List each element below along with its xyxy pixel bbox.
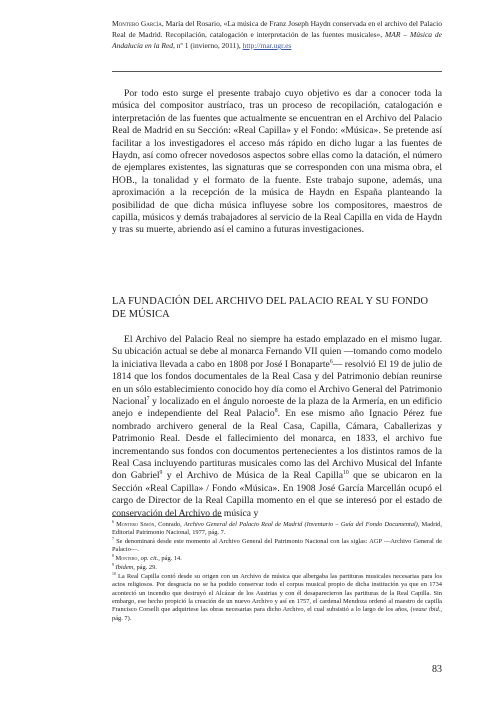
footnote-text: , pág. 7).: [112, 606, 442, 622]
footnote-8: [112, 555, 442, 563]
running-header: [112, 18, 442, 51]
footnote-number: 10: [112, 572, 116, 577]
header-issue: , nº 1 (invierno, 2011),: [173, 41, 243, 50]
footnote-ibidem: Ibidem: [115, 564, 134, 572]
footnote-author: Montero Simón: [116, 521, 155, 528]
footnote-rule: [112, 516, 222, 517]
header-rule: [112, 71, 442, 72]
section-heading: LA FUNDACIÓN DEL ARCHIVO DEL PALACIO REAL Y SU FONDO DE MÚSICA: [112, 296, 429, 320]
footnotes: [112, 521, 442, 624]
header-url-link[interactable]: http://mar.ugr.es: [242, 41, 292, 50]
para2-text-b: — resolvió El 19 de julio de 1814 que los fondos documentales de la Real Casa y del Patrimonio debían reunirse en un sólo establecimiento conocido hoy día como el Archivo General del Patrimonio Nacional: [112, 358, 443, 408]
para2-text-f: que se ubicaron en la Sección «Real Capilla» / Fondo «Música». En 1908 José García Marcellán ocupó el cargo de Director de la Real Capilla momento en el que se interesó por el estado de conservación del Archivo de música y: [112, 470, 443, 519]
para2-text-d: . En ese mismo año Ignacio Pérez fue nombrado archivero general de la Real Casa, Capilla, Cámara, Caballerizas y Patrimonio Real. Desde el fallecimiento del monarca, en 1833, el archivo fue incrementando sus fondos con documentos pertenecientes a los distintos ramos de la Real Casa incluyendo partituras musicales como las del Archivo Musical del Infante don Gabriel: [112, 408, 442, 482]
footnote-text: , pág. 14.: [158, 555, 182, 563]
footnote-ref-10[interactable]: 10: [343, 470, 349, 477]
footnote-number: 7: [112, 537, 114, 542]
footnote-9: [112, 564, 442, 572]
header-citation: , María del Rosario, «La música de Franz Joseph Haydn conservada en el archivo del Palacio Real de Madrid. Recopilación, catalogación e interpretación de las fuentes musicales»,: [112, 19, 442, 39]
page-number: 83: [432, 664, 442, 675]
header-journal: MAR – Música de Andalucía en la Red: [112, 30, 443, 50]
footnote-ref-8[interactable]: 8: [274, 408, 278, 415]
footnote-ref-6[interactable]: 6: [329, 358, 333, 365]
section-paragraph: [112, 334, 442, 520]
footnote-text: , Madrid, Editorial Patrimonio Nacional, 1977, pág. 7.: [112, 521, 442, 537]
para2-text-e: y el Archivo de Música de la Real Capilla: [162, 470, 343, 482]
footnote-ref-7[interactable]: 7: [146, 395, 150, 402]
footnote-text: , Conrado,: [154, 521, 184, 528]
footnote-text: , pág. 29.: [133, 564, 157, 572]
footnote-number: 6: [112, 519, 114, 524]
footnote-text: ,: [137, 555, 141, 563]
footnote-number: 8: [112, 554, 114, 559]
para2-text-a: El Archivo del Palacio Real no siempre ha estado emplazado en el mismo lugar. Su ubicación actual se debe al monarca Fernando VII quien —tomando como modelo la iniciativa llevada a cabo en 1808 por José I Bonaparte: [112, 334, 442, 370]
footnote-author: Montero: [115, 555, 138, 563]
footnote-ref-9[interactable]: 9: [159, 470, 163, 477]
footnote-number: 9: [112, 563, 114, 568]
footnote-vease: vease ibid.: [412, 606, 441, 614]
footnote-7: [112, 538, 442, 555]
footnote-text: La Real Capilla contó desde su origen con un Archivo de música que albergaba las partituras musicales necesarias para los actos religiosos. Por desgracia no se ha podido conservar todo el corpus musical propio de dicha institución ya que en 1734 aconteció un incendio que destruyó el Alcázar de los Austrias y con él desaparecieron las partituras de la Real Capilla. Sin embargo, ese hecho propició la creación de un nuevo Archivo y así en 1757, el cardenal Mendoza ordenó al maestro de capilla Francisco Corselli que adquiriese las obras necesarias para dicho Archivo, el cual subsistió a lo largo de los años, (: [112, 573, 442, 614]
intro-paragraph-block: [112, 88, 442, 237]
footnote-title: Archivo General del Palacio Real de Madrid (Inventario – Guía del Fondo Documental): [183, 521, 418, 528]
para2-text-c: y localizado en el ángulo noroeste de la plaza de la Armería, en un edificio anejo e independiente del Real Palacio: [112, 396, 442, 420]
section-paragraph-block: [112, 334, 442, 520]
header-author: Montero García: [112, 19, 162, 28]
footnote-text: Se denominará desde este momento al Archivo General del Patrimonio Nacional con las siglas: AGP —Archivo General de Palacio—.: [112, 538, 442, 554]
footnote-op-cit: op. cit.: [140, 555, 159, 563]
footnote-10: [112, 573, 442, 623]
footnote-6: [112, 521, 442, 538]
intro-paragraph: Por todo esto surge el presente trabajo cuyo objetivo es dar a conocer toda la música del compositor austríaco, tras un proceso de recopilación, catalogación e interpretación de las fuentes que actualmente se encuentran en el Archivo del Palacio Real de Madrid en su Sección: «Real Capilla» y el Fondo: «Música». Se pretende así facilitar a los investigadores el acceso más rápido en dicho lugar a las fuentes de Haydn, así como ofrecer novedosos aspectos sobre ellas como la datación, el número de ejemplares existentes, las signaturas que se corresponden con una misma obra, el HOB., la tonalidad y el formato de la fuente. Este trabajo supone, además, una aproximación a la recepción de la música de Haydn en España planteando la posibilidad de que dicha música influyese sobre los compositores, maestros de capilla, músicos y demás trabajadores al servicio de la Real Capilla en vida de Haydn y tras su muerte, abriendo así el camino a futuras investigaciones.: [112, 88, 442, 236]
